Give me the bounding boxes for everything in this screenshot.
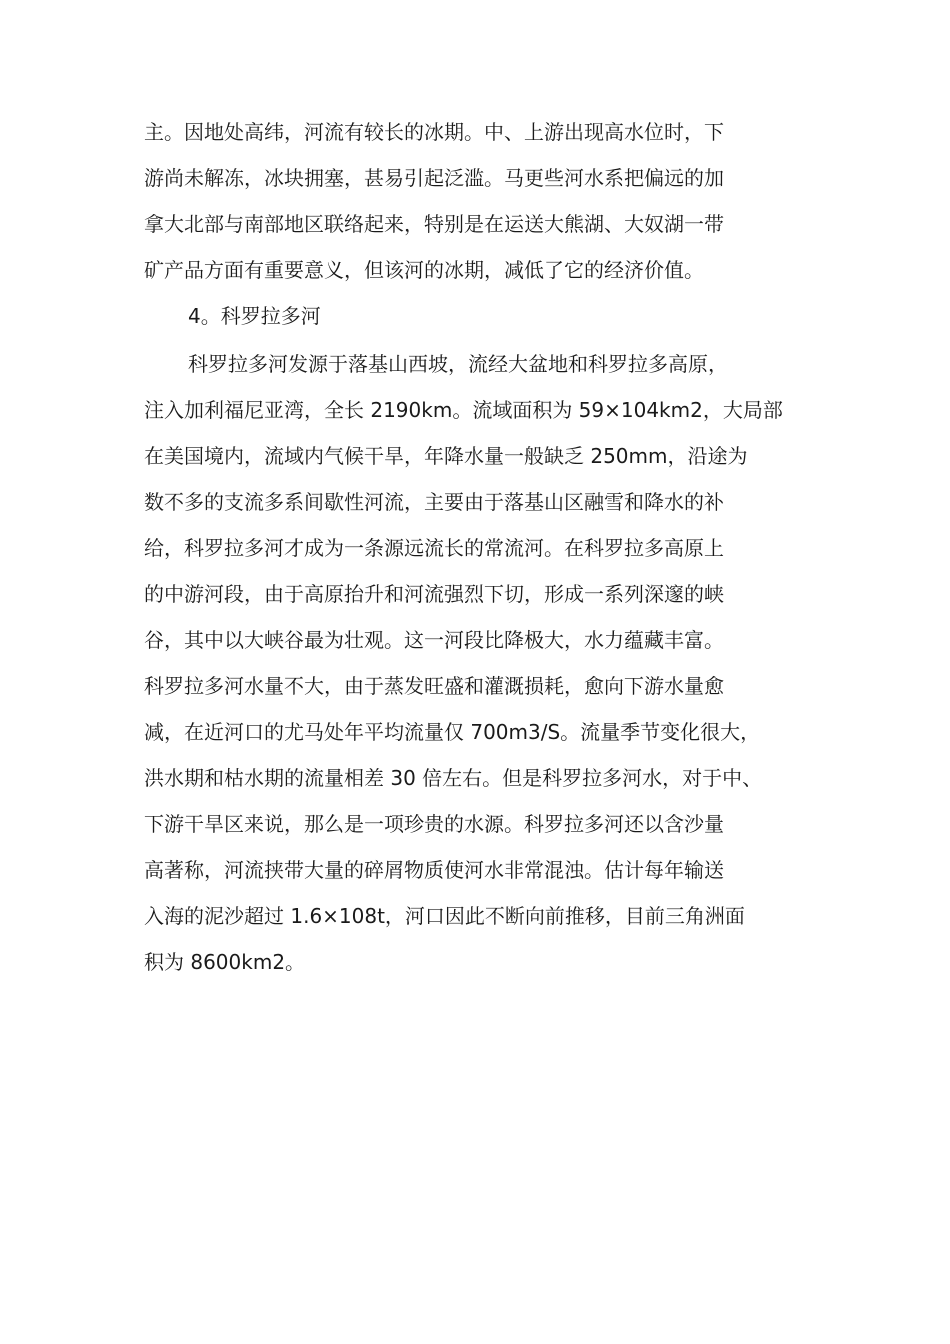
paragraph-line: 积为 8600km2。: [144, 950, 306, 974]
paragraph-line: 科罗拉多河水量不大，由于蒸发旺盛和灌溉损耗，愈向下游水量愈: [144, 674, 724, 698]
paragraph-line: 减，在近河口的尤马处年平均流量仅 700m3/S。流量季节变化很大，: [144, 720, 761, 744]
paragraph-line: 下游干旱区来说，那么是一项珍贵的水源。科罗拉多河还以含沙量: [144, 812, 724, 836]
paragraph-line: 主。因地处高纬，河流有较长的冰期。中、上游出现高水位时，下: [144, 120, 724, 144]
paragraph-line: 矿产品方面有重要意义，但该河的冰期，减低了它的经济价值。: [144, 258, 704, 282]
paragraph-line: 给，科罗拉多河才成为一条源远流长的常流河。在科罗拉多高原上: [144, 536, 724, 560]
paragraph-line: 洪水期和枯水期的流量相差 30 倍左右。但是科罗拉多河水，对于中、: [144, 766, 763, 790]
paragraph-line: 在美国境内，流域内气候干旱，年降水量一般缺乏 250mm，沿途为: [144, 444, 748, 468]
paragraph-line: 高著称，河流挟带大量的碎屑物质使河水非常混浊。估计每年输送: [144, 858, 724, 882]
paragraph-line: 数不多的支流多系间歇性河流，主要由于落基山区融雪和降水的补: [144, 490, 724, 514]
paragraph-line: 拿大北部与南部地区联络起来，特别是在运送大熊湖、大奴湖一带: [144, 212, 724, 236]
paragraph-line: 入海的泥沙超过 1.6×108t，河口因此不断向前推移，目前三角洲面: [144, 904, 745, 928]
paragraph-line: 游尚未解冻，冰块拥塞，甚易引起泛滥。马更些河水系把偏远的加: [144, 166, 724, 190]
paragraph-line: 的中游河段，由于高原抬升和河流强烈下切，形成一系列深邃的峡: [144, 582, 724, 606]
section-heading: 4。科罗拉多河: [188, 304, 321, 328]
paragraph-line: 注入加利福尼亚湾，全长 2190km。流域面积为 59×104km2，大局部: [144, 398, 783, 422]
paragraph-line: 谷，其中以大峡谷最为壮观。这一河段比降极大，水力蕴藏丰富。: [144, 628, 724, 652]
paragraph-line: 科罗拉多河发源于落基山西坡，流经大盆地和科罗拉多高原，: [188, 352, 728, 376]
